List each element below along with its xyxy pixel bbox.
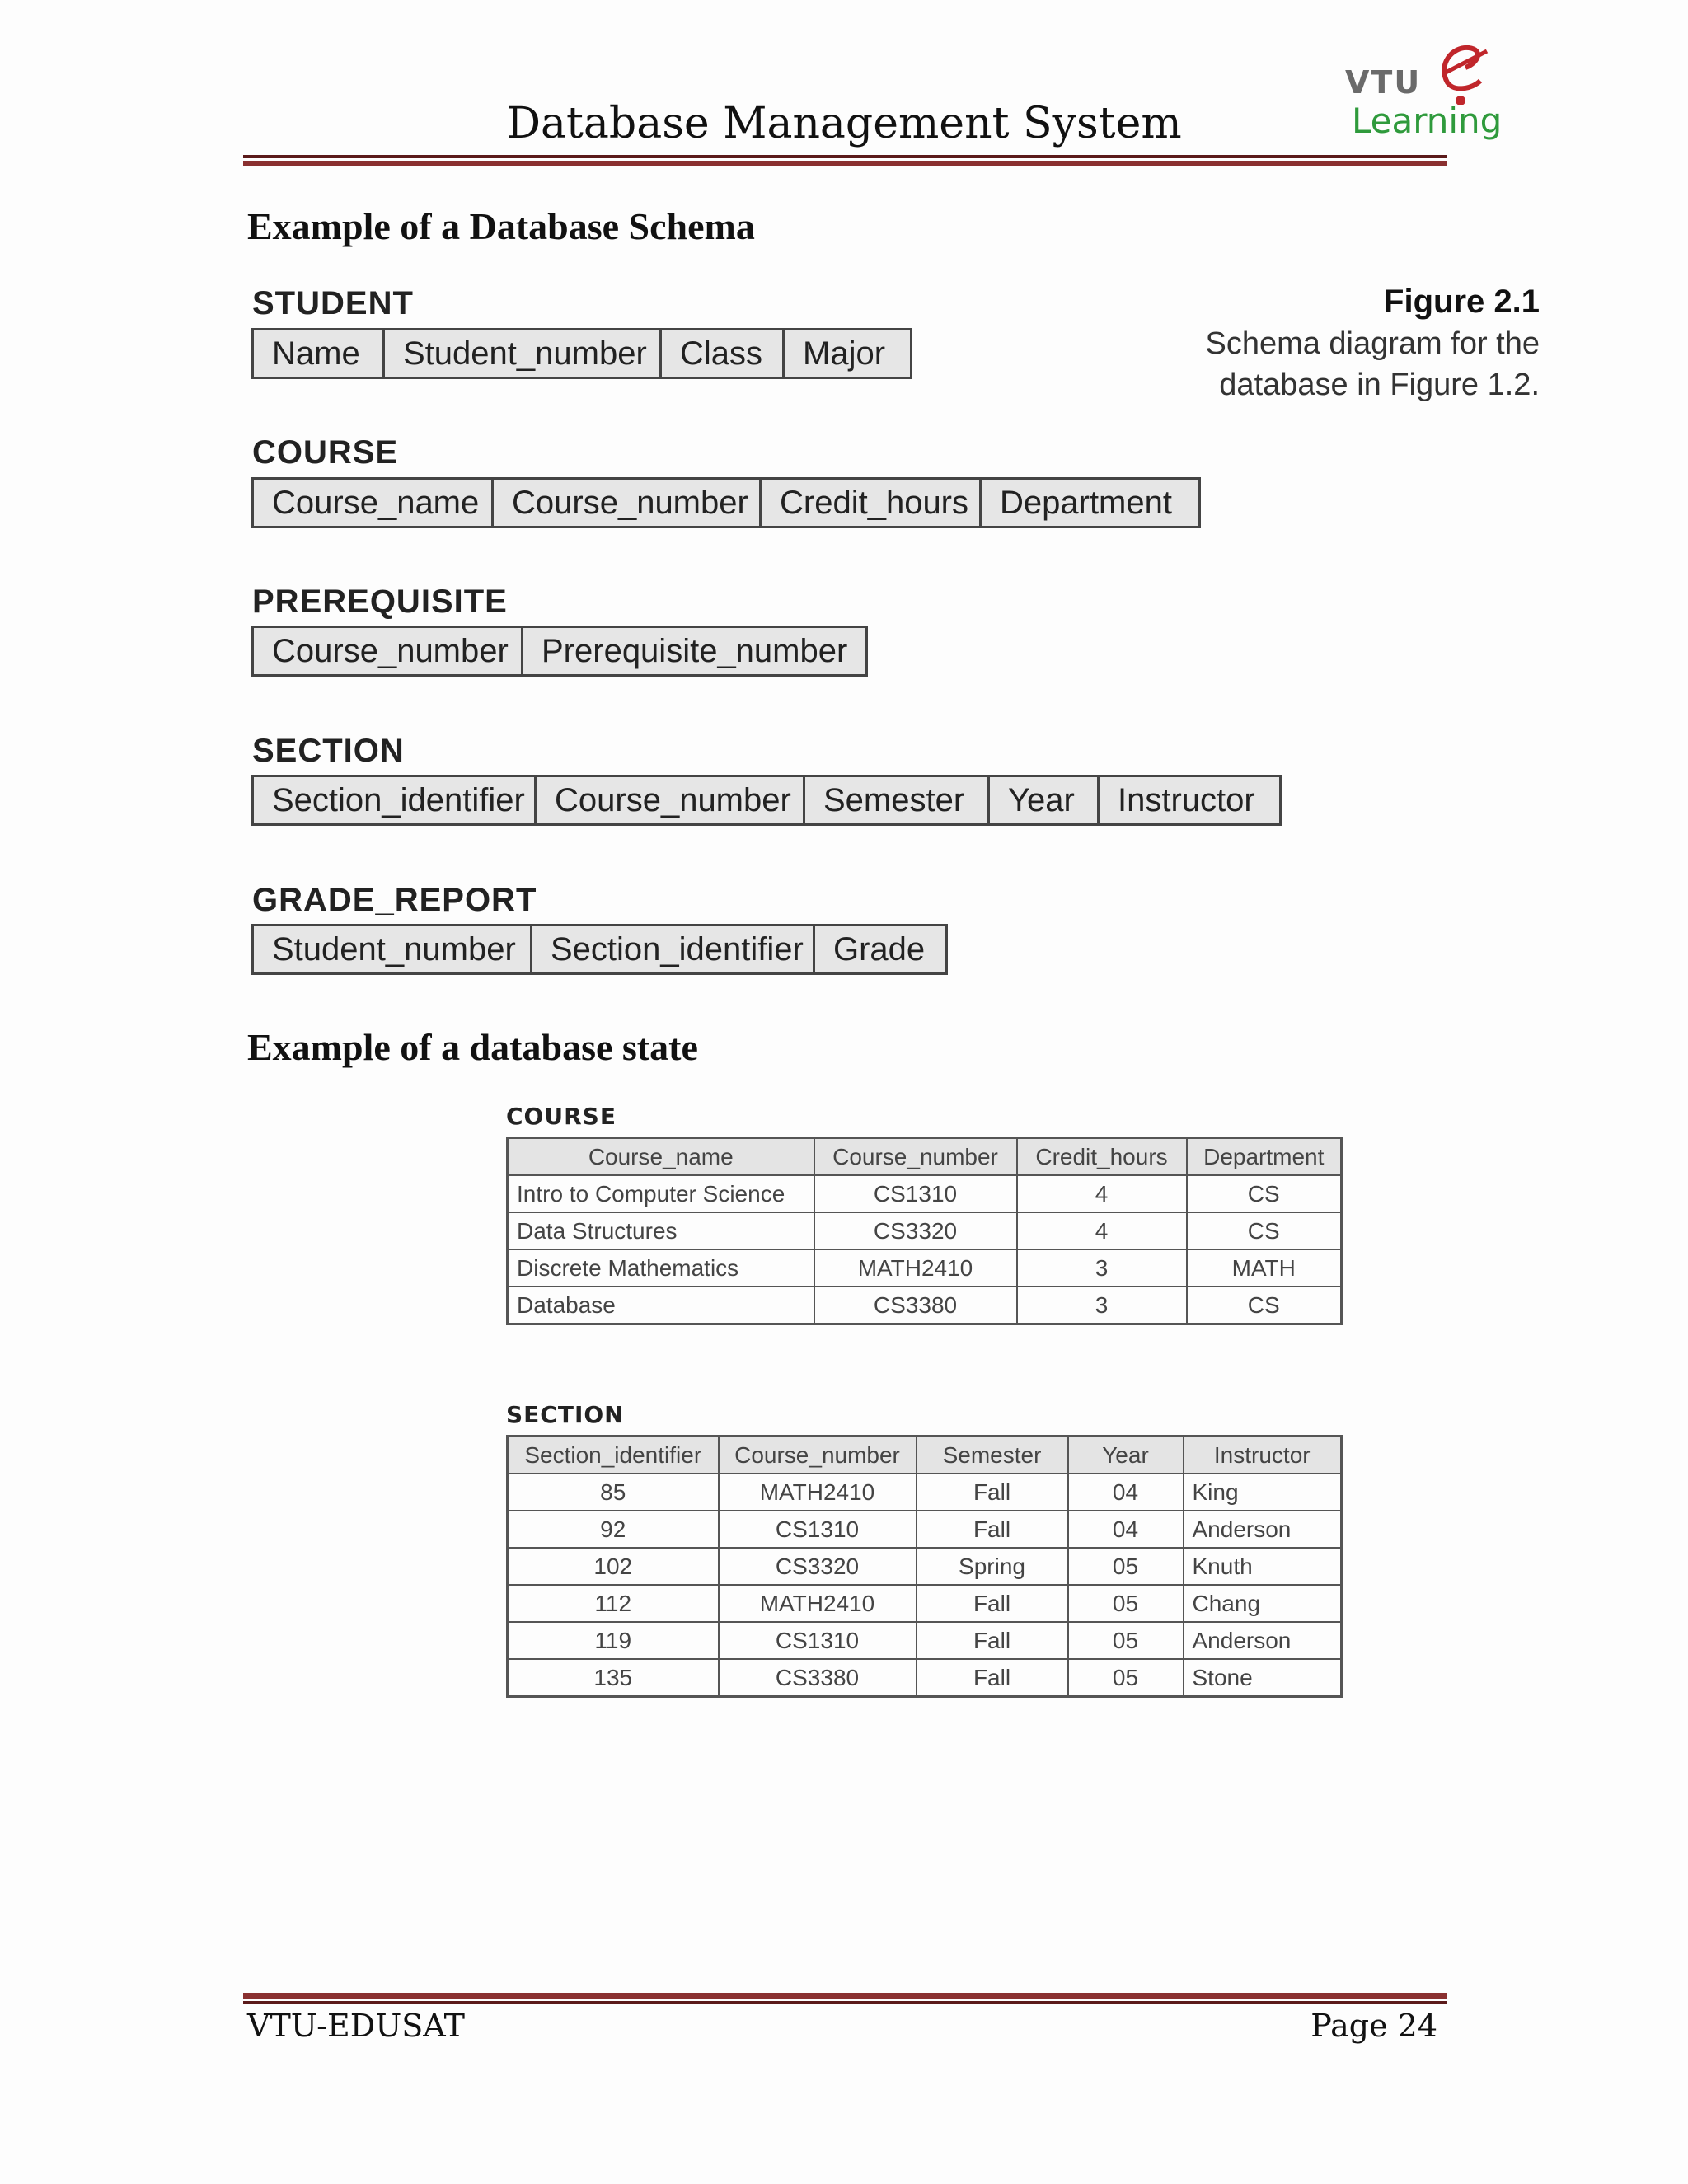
- figure-caption: [1205, 280, 1540, 405]
- table-cell: MATH: [1187, 1249, 1342, 1286]
- relation-prerequisite: [251, 626, 868, 677]
- table-cell: 4: [1017, 1175, 1187, 1212]
- figure-caption-line2: database in Figure 1.2.: [1219, 368, 1540, 402]
- table-cell: CS3380: [719, 1659, 917, 1697]
- column-header: Section_identifier: [508, 1436, 719, 1474]
- table-row: [508, 1175, 1342, 1212]
- table-row: [508, 1659, 1342, 1697]
- schema-heading: Example of a Database Schema: [247, 205, 755, 247]
- table-cell: Stone: [1184, 1659, 1342, 1697]
- column-header: Instructor: [1184, 1436, 1342, 1474]
- table-cell: 4: [1017, 1212, 1187, 1249]
- column-header: Semester: [917, 1436, 1068, 1474]
- table-cell: 04: [1068, 1474, 1184, 1511]
- table-cell: Anderson: [1184, 1511, 1342, 1548]
- relation-name-section: SECTION: [252, 733, 405, 769]
- table-cell: MATH2410: [814, 1249, 1017, 1286]
- table-row: [508, 1212, 1342, 1249]
- column-header: Year: [1068, 1436, 1184, 1474]
- figure-caption-line1: Schema diagram for the: [1205, 326, 1540, 361]
- attribute-cell: Prerequisite_number: [542, 633, 848, 669]
- attribute-cell: Name: [254, 330, 385, 377]
- table-cell: CS3380: [814, 1286, 1017, 1324]
- table-cell: Knuth: [1184, 1548, 1342, 1585]
- attribute-cell: Class: [662, 330, 785, 377]
- state-section-name: SECTION: [506, 1401, 625, 1428]
- table-cell: 3: [1017, 1249, 1187, 1286]
- table-cell: CS: [1187, 1212, 1342, 1249]
- table-cell: Database: [508, 1286, 814, 1324]
- table-cell: 05: [1068, 1659, 1184, 1697]
- table-cell: Fall: [917, 1511, 1068, 1548]
- table-cell: Intro to Computer Science: [508, 1175, 814, 1212]
- attribute-cell: Year: [990, 777, 1100, 823]
- table-cell: Fall: [917, 1659, 1068, 1697]
- table-row: [508, 1548, 1342, 1585]
- page-number: Page 24: [1311, 2008, 1437, 2044]
- attribute-cell: Section_identifier: [254, 777, 537, 823]
- table-header-row: [508, 1436, 1342, 1474]
- table-header-row: [508, 1138, 1342, 1176]
- relation-course: [251, 477, 1201, 528]
- logo-brand-bottom: Learning: [1352, 101, 1503, 141]
- table-cell: 85: [508, 1474, 719, 1511]
- state-course-name: COURSE: [506, 1103, 617, 1130]
- table-cell: Fall: [917, 1585, 1068, 1622]
- table-cell: CS: [1187, 1175, 1342, 1212]
- relation-section: [251, 775, 1282, 826]
- column-header: Department: [1187, 1138, 1342, 1176]
- attribute-cell: Instructor: [1118, 782, 1255, 818]
- table-cell: Fall: [917, 1474, 1068, 1511]
- attribute-cell: Department: [1000, 485, 1172, 521]
- relation-name-prerequisite: PREREQUISITE: [252, 583, 508, 620]
- column-header: Course_number: [719, 1436, 917, 1474]
- table-row: [508, 1585, 1342, 1622]
- table-cell: CS3320: [814, 1212, 1017, 1249]
- table-cell: 05: [1068, 1585, 1184, 1622]
- table-cell: King: [1184, 1474, 1342, 1511]
- figure-label: Figure 2.1: [1384, 284, 1540, 320]
- table-cell: 3: [1017, 1286, 1187, 1324]
- attribute-cell: Major: [803, 335, 886, 372]
- header-rule: [243, 155, 1447, 166]
- state-section-table: [506, 1435, 1343, 1698]
- attribute-cell: Course_number: [494, 480, 762, 526]
- table-cell: 135: [508, 1659, 719, 1697]
- table-cell: 05: [1068, 1622, 1184, 1659]
- vtu-elearning-logo: [1335, 40, 1508, 147]
- attribute-cell: Credit_hours: [762, 480, 982, 526]
- attribute-cell: Semester: [805, 777, 990, 823]
- table-cell: CS1310: [719, 1622, 917, 1659]
- state-heading: Example of a database state: [247, 1026, 698, 1068]
- table-cell: Fall: [917, 1622, 1068, 1659]
- attribute-cell: Grade: [833, 931, 926, 968]
- relation-student: [251, 328, 912, 379]
- table-cell: 102: [508, 1548, 719, 1585]
- table-cell: Chang: [1184, 1585, 1342, 1622]
- attribute-cell: Section_identifier: [532, 926, 815, 972]
- footer-rule: [243, 1993, 1447, 2004]
- table-cell: 04: [1068, 1511, 1184, 1548]
- attribute-cell: Course_number: [254, 628, 523, 674]
- e-swoosh-icon: [1418, 40, 1492, 105]
- column-header: Credit_hours: [1017, 1138, 1187, 1176]
- table-cell: MATH2410: [719, 1474, 917, 1511]
- table-cell: CS1310: [814, 1175, 1017, 1212]
- state-course-table: [506, 1137, 1343, 1325]
- table-row: [508, 1474, 1342, 1511]
- table-cell: CS: [1187, 1286, 1342, 1324]
- relation-name-grade-report: GRADE_REPORT: [252, 882, 537, 918]
- relation-grade-report: [251, 924, 948, 975]
- table-cell: 119: [508, 1622, 719, 1659]
- attribute-cell: Course_number: [537, 777, 805, 823]
- table-cell: 112: [508, 1585, 719, 1622]
- table-cell: Spring: [917, 1548, 1068, 1585]
- table-row: [508, 1622, 1342, 1659]
- table-cell: CS3320: [719, 1548, 917, 1585]
- attribute-cell: Student_number: [254, 926, 532, 972]
- table-cell: CS1310: [719, 1511, 917, 1548]
- table-row: [508, 1511, 1342, 1548]
- attribute-cell: Student_number: [385, 330, 662, 377]
- column-header: Course_name: [508, 1138, 814, 1176]
- table-cell: Data Structures: [508, 1212, 814, 1249]
- footer-left-text: VTU-EDUSAT: [247, 2008, 465, 2044]
- table-cell: Anderson: [1184, 1622, 1342, 1659]
- page-header-title: Database Management System: [506, 99, 1182, 148]
- table-cell: 92: [508, 1511, 719, 1548]
- attribute-cell: Course_name: [254, 480, 494, 526]
- table-row: [508, 1286, 1342, 1324]
- table-cell: MATH2410: [719, 1585, 917, 1622]
- table-cell: 05: [1068, 1548, 1184, 1585]
- table-row: [508, 1249, 1342, 1286]
- relation-name-course: COURSE: [252, 434, 399, 471]
- table-cell: Discrete Mathematics: [508, 1249, 814, 1286]
- logo-brand-top: VTU: [1345, 64, 1422, 101]
- column-header: Course_number: [814, 1138, 1017, 1176]
- relation-name-student: STUDENT: [252, 285, 414, 321]
